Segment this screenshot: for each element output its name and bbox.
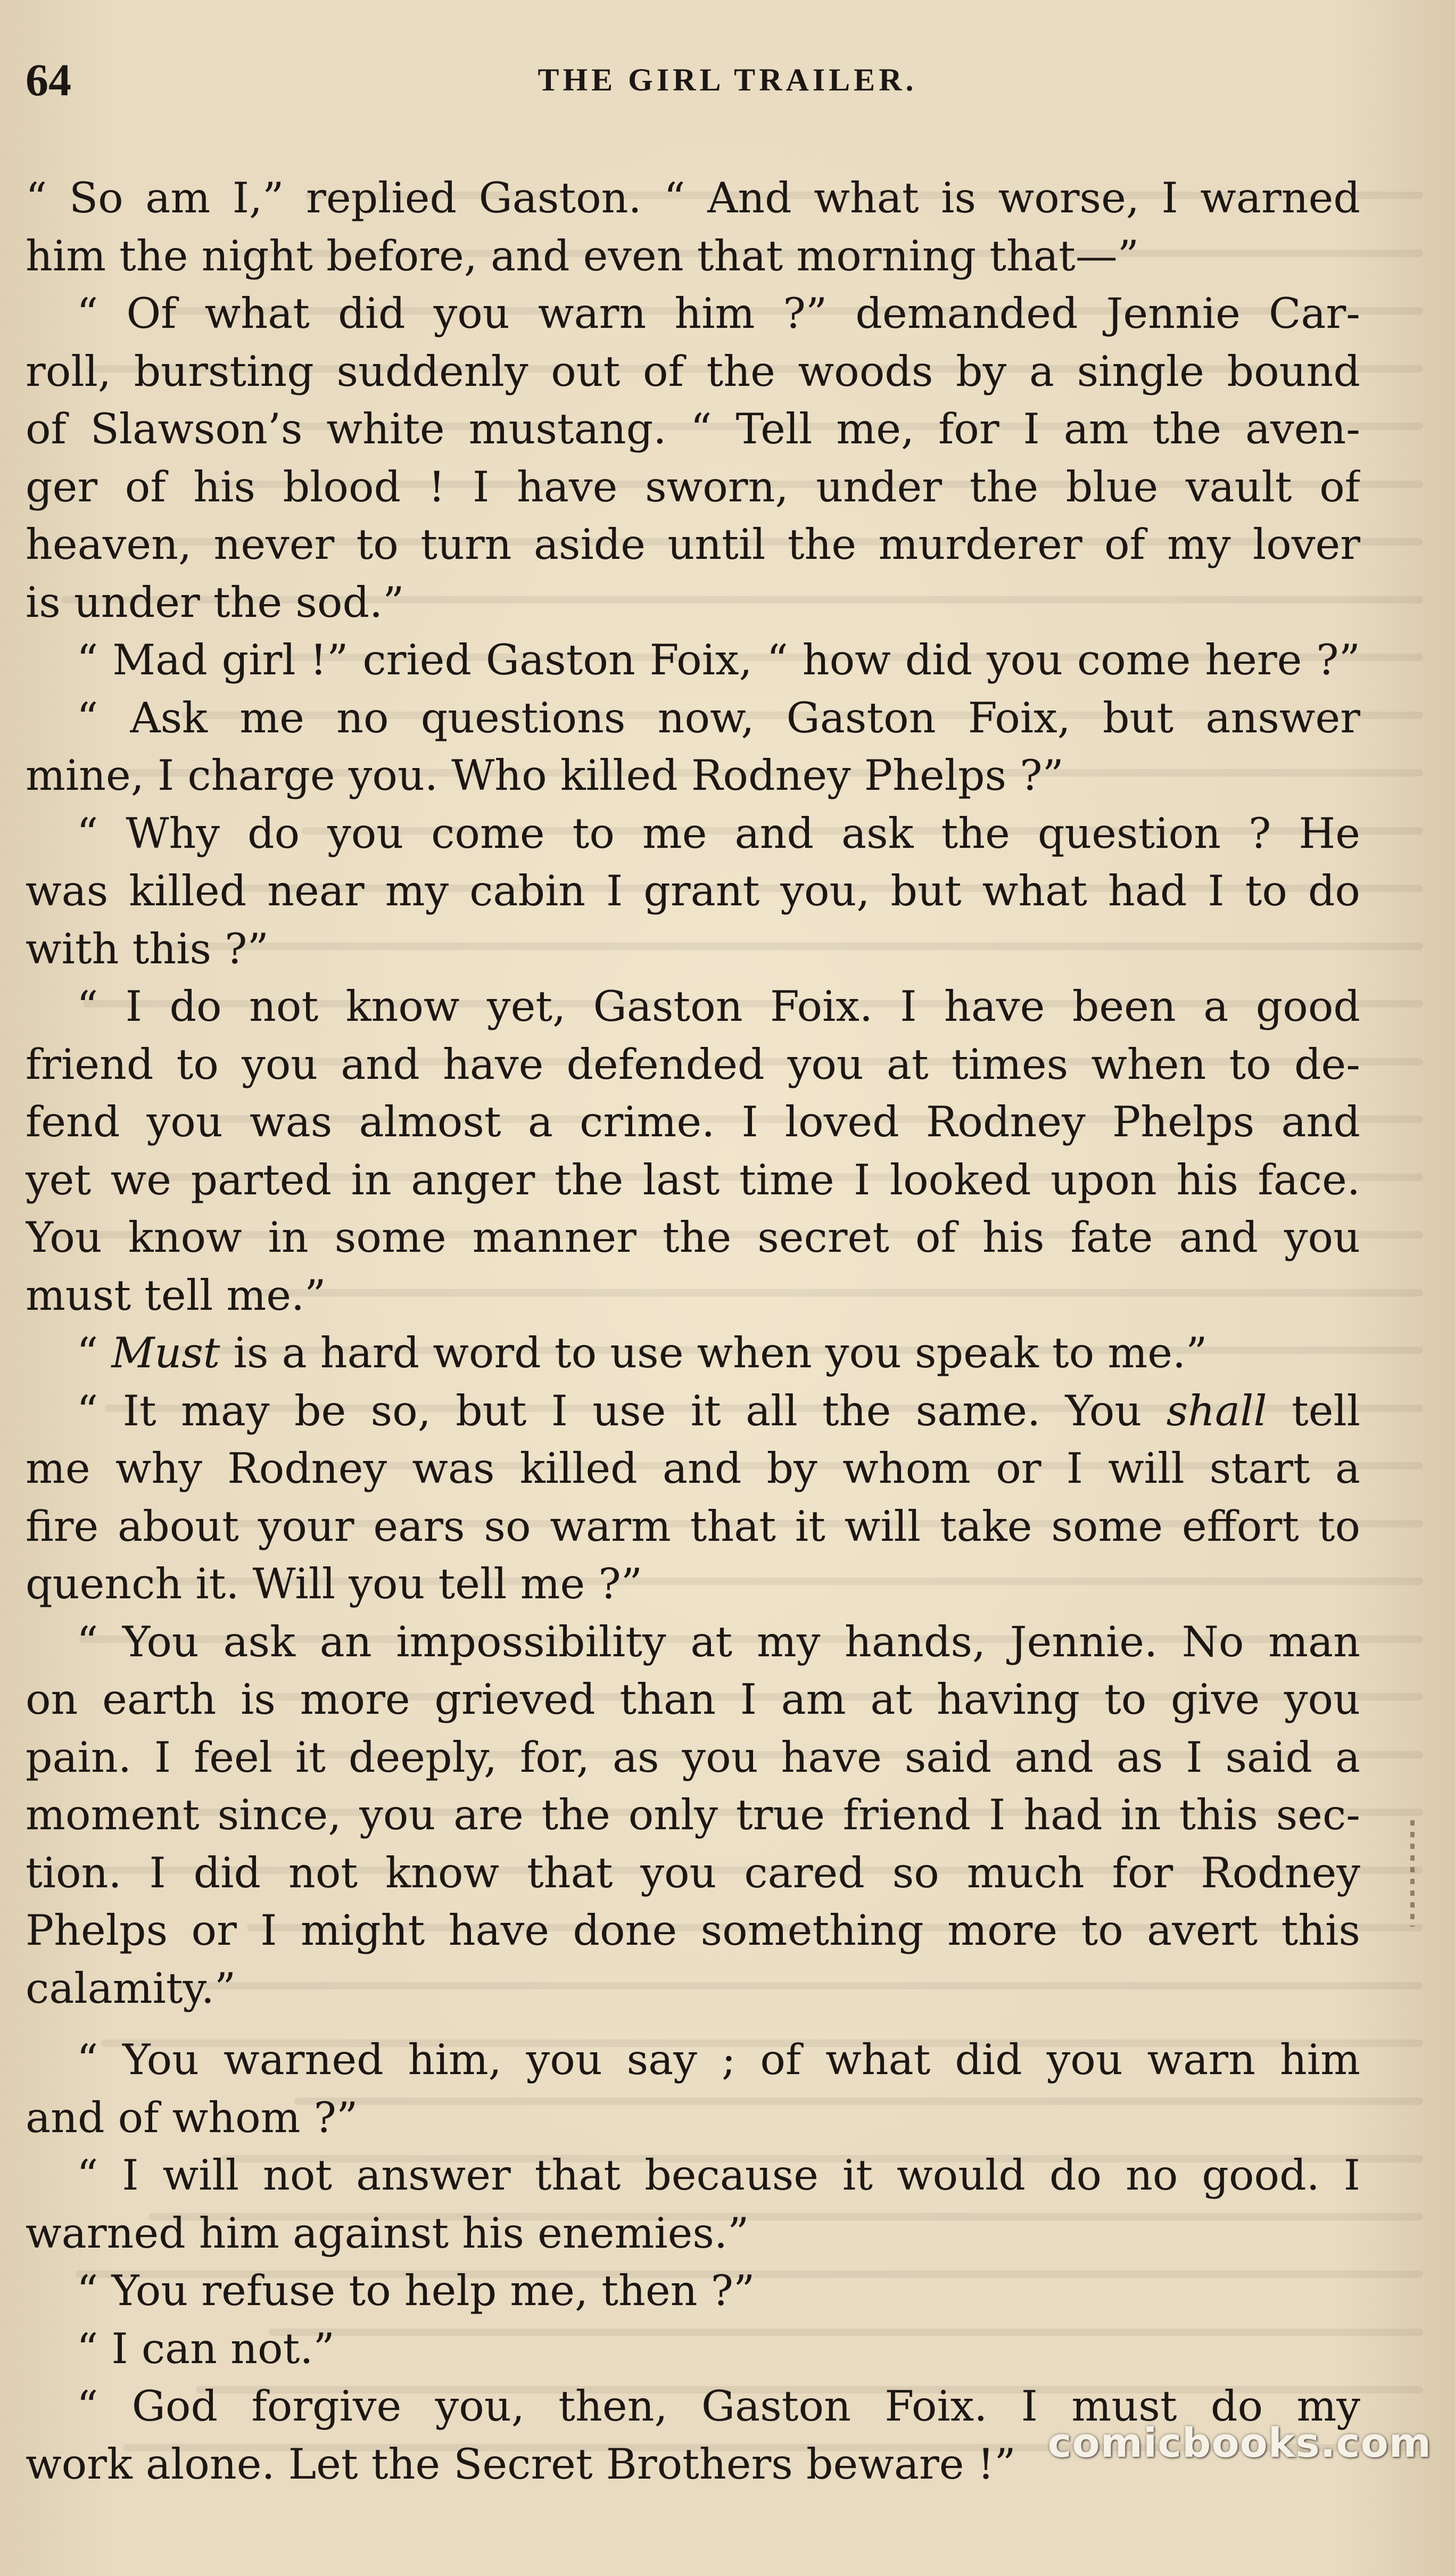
text-line: “ So am I,” replied Gaston. “ And what is worse, I warned [26,174,1360,222]
text-line: “ God forgive you, then, Gaston Foix. I must do my [77,2382,1360,2431]
text-line: “ Must is a hard word to use when you speak to me.” [77,1328,1208,1377]
text-line: of Slawson’s white mustang. “ Tell me, for I am the aven- [26,404,1360,453]
text-line: friend to you and have defended you at times when to de- [26,1039,1360,1089]
text-line: with this ?” [26,924,269,973]
text-line: “ You warned him, you say ; of what did you warn him [77,2035,1360,2084]
text-line: him the night before, and even that morning that—” [26,231,1139,280]
text-line: “ Ask me no questions now, Gaston Foix, but answer [77,693,1360,742]
page-header [0,51,1455,109]
text-line: me why Rodney was killed and by whom or I will start a [26,1444,1360,1493]
text-line: and of whom ?” [26,2093,358,2142]
text-line: quench it. Will you tell me ?” [26,1559,643,1608]
page-number: 64 [26,54,71,105]
text-line: mine, I charge you. Who killed Rodney Phelps ?” [26,751,1064,800]
text-line: warned him against his enemies.” [26,2208,749,2258]
text-line: is under the sod.” [26,577,404,627]
text-line: ger of his blood ! I have sworn, under the blue vault of [26,462,1360,511]
text-line: “ I do not know yet, Gaston Foix. I have been a good [77,982,1360,1031]
text-line: “ Why do you come to me and ask the question ? He [77,808,1360,858]
text-line: “ I can not.” [77,2324,335,2373]
text-line: fend you was almost a crime. I loved Rodney Phelps and [26,1097,1360,1146]
text-line: fire about your ears so warm that it will take some effort to [26,1501,1360,1551]
text-line: pain. I feel it deeply, for, as you have said and as I said a [26,1732,1360,1782]
text-line: “ Of what did you warn him ?” demanded Jennie Car- [77,289,1360,338]
text-line: yet we parted in anger the last time I looked upon his face. [26,1155,1360,1204]
watermark: comicbooks.com [1047,2419,1432,2466]
text-line: You know in some manner the secret of his fate and you [26,1213,1360,1262]
text-line: tion. I did not know that you cared so much for Rodney [26,1848,1360,1897]
text-line: must tell me.” [26,1270,326,1320]
text-line: “ You refuse to help me, then ?” [77,2266,755,2315]
text-line: Phelps or I might have done something more to avert this [26,1906,1360,1955]
body-text [26,169,1360,2493]
text-line: “ It may be so, but I use it all the same. You shall tell [77,1386,1360,1435]
text-line: “ I will not answer that because it would do no good. I [77,2151,1360,2200]
text-line: heaven, never to turn aside until the murderer of my lover [26,520,1360,569]
text-line: calamity.” [26,1963,236,2013]
text-line: was killed near my cabin I grant you, but what had I to do [26,866,1360,915]
binding-mark [1410,1820,1415,1927]
text-line: “ Mad girl !” cried Gaston Foix, “ how did you come here ?” [77,635,1360,684]
text-line: work alone. Let the Secret Brothers beware !” [26,2439,1016,2489]
text-line: “ You ask an impossibility at my hands, Jennie. No man [77,1617,1360,1666]
text-line: on earth is more grieved than I am at having to give you [26,1675,1360,1724]
running-head: THE GIRL TRAILER. [538,62,917,97]
text-line: moment since, you are the only true friend I had in this sec- [26,1790,1360,1839]
text-line: roll, bursting suddenly out of the woods by a single bound [26,346,1360,396]
